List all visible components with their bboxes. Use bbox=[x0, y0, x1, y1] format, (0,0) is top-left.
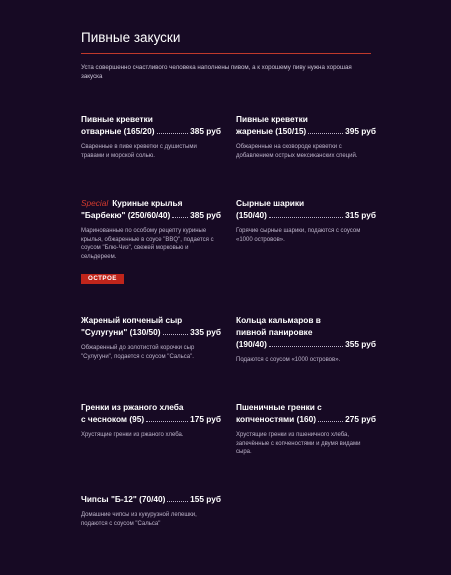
item-name-line: Кольца кальмаров в bbox=[236, 315, 321, 325]
price-leader bbox=[308, 133, 343, 134]
item-name-line: Сырные шарики bbox=[236, 198, 305, 208]
item-price: 335 руб bbox=[190, 327, 221, 337]
item-description: Обжаренный до золотистой корочки сыр "Сулугуни", подается с соусом "Сальса". bbox=[81, 345, 195, 360]
price-leader bbox=[269, 346, 343, 347]
item-name-line: жареные (150/15) bbox=[236, 126, 307, 136]
item-description: Домашние чипсы из кукурузной лепешки, подаются с соусом "Сальса" bbox=[81, 512, 197, 527]
item-name bbox=[236, 314, 376, 350]
item-name-line: (150/40) bbox=[236, 210, 267, 220]
list-item bbox=[81, 493, 221, 528]
item-name bbox=[81, 197, 221, 221]
item-name-line: Куриные крылья bbox=[112, 198, 183, 208]
item-price: 155 руб bbox=[190, 494, 221, 504]
item-name bbox=[81, 314, 221, 338]
item-name-line: Жареный копченый сыр bbox=[81, 315, 183, 325]
item-price: 275 руб bbox=[345, 414, 376, 424]
item-name-line: "Барбекю" (250/60/40) bbox=[81, 210, 171, 220]
list-item bbox=[236, 401, 376, 457]
item-description: Сваренные в пиве креветки с душистыми травами и морской солью. bbox=[81, 144, 197, 159]
list-item bbox=[81, 197, 221, 261]
list-item bbox=[236, 113, 376, 160]
item-price: 355 руб bbox=[345, 339, 376, 349]
page-title: Пивные закуски bbox=[81, 30, 181, 45]
item-name-line: Пивные креветки bbox=[236, 114, 308, 124]
item-name-line: Пивные креветки bbox=[81, 114, 153, 124]
item-price: 385 руб bbox=[190, 126, 221, 136]
item-description: Подаются с соусом «1000 островов». bbox=[236, 357, 341, 363]
item-description: Маринованные по особому рецепту куриные крылья, обжаренные в соусе "BBQ", подается с соусом "Блю-Чиз", свежей морковью и сельдереем. bbox=[81, 228, 214, 260]
item-price: 395 руб bbox=[345, 126, 376, 136]
price-leader bbox=[163, 334, 189, 335]
item-name bbox=[81, 113, 221, 137]
price-leader bbox=[172, 217, 188, 218]
item-name bbox=[81, 401, 221, 425]
item-name-line: Гренки из ржаного хлеба bbox=[81, 402, 184, 412]
item-price: 175 руб bbox=[190, 414, 221, 424]
item-name-line: (190/40) bbox=[236, 339, 267, 349]
item-price: 385 руб bbox=[190, 210, 221, 220]
item-name-line: Чипсы "Б-12" (70/40) bbox=[81, 494, 166, 504]
list-item bbox=[81, 314, 221, 361]
item-name-line: отварные (165/20) bbox=[81, 126, 155, 136]
item-price: 315 руб bbox=[345, 210, 376, 220]
list-item bbox=[81, 401, 221, 440]
item-name-line: копченостями (160) bbox=[236, 414, 316, 424]
item-name bbox=[81, 493, 221, 505]
item-name bbox=[236, 197, 376, 221]
list-item bbox=[236, 197, 376, 244]
item-name bbox=[236, 113, 376, 137]
price-leader bbox=[167, 501, 188, 502]
price-leader bbox=[146, 421, 188, 422]
item-name-line: "Сулугуни" (130/50) bbox=[81, 327, 161, 337]
item-name bbox=[236, 401, 376, 425]
item-name-line: Пшеничные гренки с bbox=[236, 402, 322, 412]
price-leader bbox=[269, 217, 343, 218]
item-name-line: с чесноком (95) bbox=[81, 414, 145, 424]
item-description: Хрустящие гренки из пшеничного хлеба, запечённые с копченостями и двумя видами сыра. bbox=[236, 432, 361, 456]
item-description: Горячие сырные шарики, подаются с соусом «1000 островов». bbox=[236, 228, 361, 243]
spicy-badge: ОСТРОЕ bbox=[81, 274, 124, 284]
list-item bbox=[236, 314, 376, 365]
intro-text: Уста совершенно счастливого человека наполнены пивом, а к хорошему пиву нужна хорошая закуска bbox=[81, 64, 352, 80]
item-name-line: пивной панировке bbox=[236, 327, 313, 337]
price-leader bbox=[318, 421, 343, 422]
item-description: Хрустящие гренки из ржаного хлеба. bbox=[81, 432, 184, 438]
list-item bbox=[81, 113, 221, 160]
special-label: Special bbox=[81, 198, 109, 208]
price-leader bbox=[157, 133, 189, 134]
item-description: Обжаренные на сковороде креветки с добавлением острых мексиканских специй. bbox=[236, 144, 358, 159]
title-divider bbox=[81, 53, 371, 54]
